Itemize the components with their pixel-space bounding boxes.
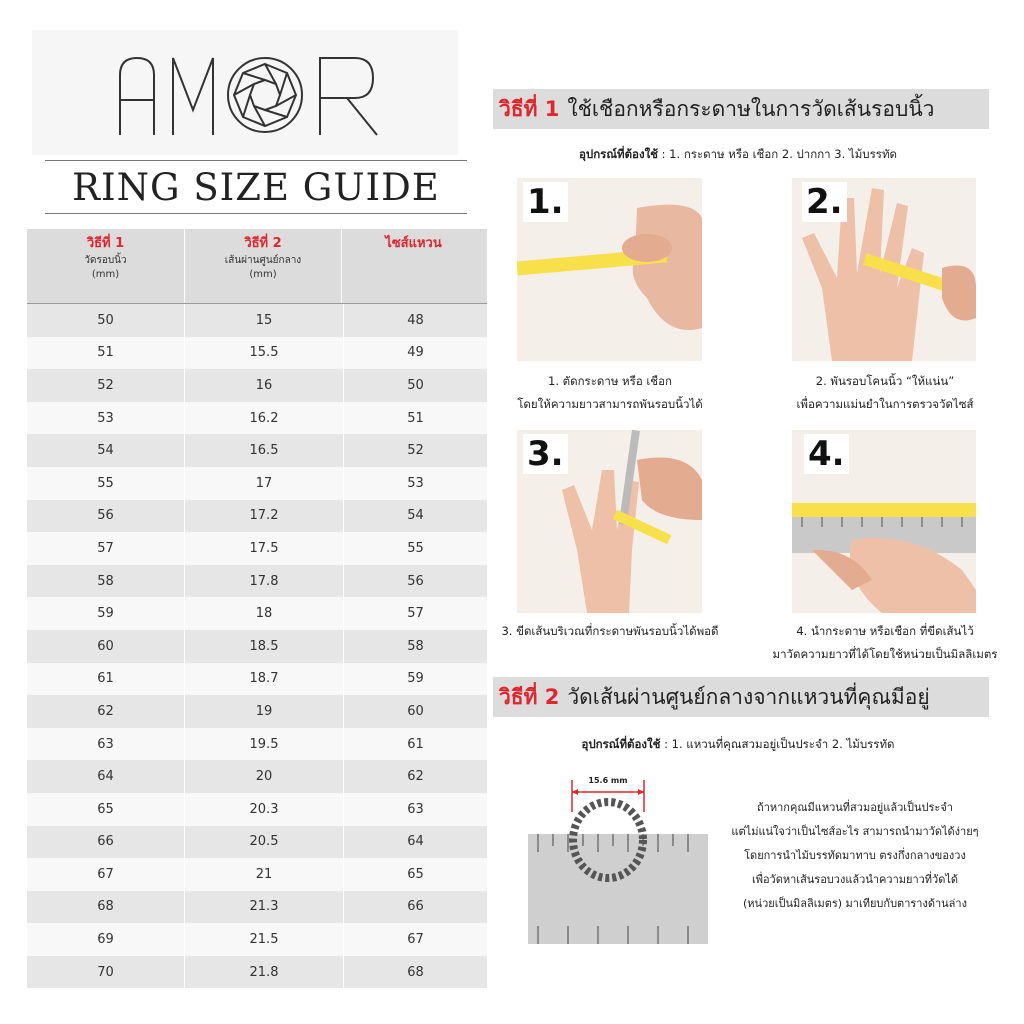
ring-ruler-photo bbox=[508, 762, 708, 958]
cell-ring-size: 60 bbox=[407, 703, 424, 719]
table-row bbox=[27, 532, 487, 565]
guide-title: RING SIZE GUIDE bbox=[72, 166, 440, 209]
ring-size-table bbox=[27, 229, 487, 988]
cell-ring-size: 66 bbox=[407, 899, 424, 915]
cell-ring-size: 50 bbox=[407, 377, 424, 393]
cell-ring-size: 53 bbox=[407, 475, 424, 491]
divider bbox=[45, 213, 467, 214]
cell-ring-size: 64 bbox=[407, 834, 424, 850]
cell-ring-size: 52 bbox=[407, 443, 424, 459]
method1-label: วิธีที่ 1 bbox=[499, 96, 560, 121]
header-method2: วิธีที่ 2 เส้นผ่านศูนย์กลาง (mm) bbox=[184, 229, 342, 303]
table-row bbox=[27, 923, 487, 956]
cell-diameter: 20.3 bbox=[184, 793, 344, 826]
cell-circumference: 50 bbox=[97, 312, 114, 328]
divider bbox=[45, 160, 467, 161]
table-row bbox=[27, 500, 487, 533]
table-row bbox=[27, 695, 487, 728]
cell-diameter: 21.8 bbox=[184, 956, 344, 989]
method2-title: วัดเส้นผ่านศูนย์กลางจากแหวนที่คุณมีอยู่ bbox=[567, 684, 930, 709]
method1-heading bbox=[493, 89, 989, 129]
header-ring-size: ไซส์แหวน bbox=[385, 236, 442, 251]
method2-heading bbox=[493, 677, 989, 717]
cell-ring-size: 65 bbox=[407, 866, 424, 882]
table-row bbox=[27, 826, 487, 859]
cell-ring-size: 68 bbox=[407, 964, 424, 980]
cell-diameter: 16.5 bbox=[184, 434, 344, 467]
cell-circumference: 65 bbox=[97, 801, 114, 817]
cell-diameter: 17.5 bbox=[184, 532, 344, 565]
cell-circumference: 55 bbox=[97, 475, 114, 491]
cell-circumference: 70 bbox=[97, 964, 114, 980]
step4-caption: 4. นำกระดาษ หรือเชือก ที่ขีดเส้นไว้ มาวัดความยาวที่ได้โดยใช้หน่วยเป็นมิลลิเมตร bbox=[772, 624, 998, 661]
method2-label: วิธีที่ 2 bbox=[499, 684, 560, 709]
table-row bbox=[27, 402, 487, 435]
step2-caption: 2. พันรอบโคนนิ้ว “ให้แน่น” เพื่อความแม่นยำในการตรวจวัดไซส์ bbox=[796, 374, 974, 411]
cell-circumference: 63 bbox=[97, 736, 114, 752]
cell-circumference: 53 bbox=[97, 410, 114, 426]
step1-photo bbox=[517, 178, 702, 361]
cell-ring-size: 62 bbox=[407, 769, 424, 785]
step4-number: 4. bbox=[804, 434, 849, 474]
table-row bbox=[27, 369, 487, 402]
cell-diameter: 17.2 bbox=[184, 500, 344, 533]
table-row bbox=[27, 760, 487, 793]
cell-diameter: 20.5 bbox=[184, 826, 344, 859]
table-row bbox=[27, 728, 487, 761]
cell-diameter: 17.8 bbox=[184, 565, 344, 598]
header-method1: วิธีที่ 1 วัดรอบนิ้ว (mm) bbox=[84, 236, 127, 280]
amor-logo bbox=[115, 50, 385, 140]
table-body bbox=[27, 304, 487, 988]
table-row bbox=[27, 467, 487, 500]
logo-letter-r bbox=[320, 58, 377, 135]
cell-circumference: 68 bbox=[97, 899, 114, 915]
step1-caption: 1. ตัดกระดาษ หรือ เชือก โดยให้ความยาวสามารถพันรอบนิ้วได้ bbox=[517, 374, 703, 411]
cell-diameter: 19.5 bbox=[184, 728, 344, 761]
cell-circumference: 66 bbox=[97, 834, 114, 850]
cell-diameter: 19 bbox=[184, 695, 344, 728]
cell-ring-size: 59 bbox=[407, 671, 424, 687]
cell-diameter: 15.5 bbox=[184, 337, 344, 370]
step4-photo bbox=[792, 430, 976, 613]
method2-tools: อุปกรณ์ที่ต้องใช้ : 1. แหวนที่คุณสวมอยู่เป็นประจำ 2. ไม้บรรทัด bbox=[581, 737, 895, 751]
cell-diameter: 20 bbox=[184, 760, 344, 793]
cell-diameter: 21 bbox=[184, 858, 344, 891]
cell-ring-size: 61 bbox=[407, 736, 424, 752]
cell-circumference: 59 bbox=[97, 606, 114, 622]
step3-caption: 3. ขีดเส้นบริเวณที่กระดาษพันรอบนิ้วได้พอดี bbox=[501, 624, 719, 638]
cell-diameter: 18.7 bbox=[184, 663, 344, 696]
table-row bbox=[27, 304, 487, 337]
cell-circumference: 62 bbox=[97, 703, 114, 719]
cell-circumference: 69 bbox=[97, 932, 114, 948]
cell-ring-size: 63 bbox=[407, 801, 424, 817]
cell-ring-size: 54 bbox=[407, 508, 424, 524]
cell-circumference: 57 bbox=[97, 540, 114, 556]
step3-number: 3. bbox=[523, 434, 568, 474]
method2-description: ถ้าหากคุณมีแหวนที่สวมอยู่แล้วเป็นประจำ แต่ไม่แน่ใจว่าเป็นไซส์อะไร สามารถนำมาวัดได้ง่ายๆ โดยการนำไม้บรรทัดมาทาบ ตรงกึ่งกลางของวง เพื่อวัดหาเส้นรอบวงแล้วนำความยาวที่วัดได้ (หน่วยเป็นมิลลิเมตร) มาเทียบกับตารางด้านล่าง bbox=[731, 801, 979, 910]
table-row bbox=[27, 597, 487, 630]
cell-ring-size: 48 bbox=[407, 312, 424, 328]
table-row bbox=[27, 434, 487, 467]
logo-letter-a bbox=[120, 58, 154, 135]
cell-ring-size: 49 bbox=[407, 345, 424, 361]
table-row bbox=[27, 565, 487, 598]
step2-number: 2. bbox=[802, 182, 847, 222]
cell-circumference: 58 bbox=[97, 573, 114, 589]
cell-ring-size: 56 bbox=[407, 573, 424, 589]
logo-gem-icon bbox=[228, 58, 302, 132]
cell-diameter: 21.3 bbox=[184, 891, 344, 924]
cell-circumference: 54 bbox=[97, 443, 114, 459]
cell-diameter: 18 bbox=[184, 597, 344, 630]
table-header bbox=[27, 229, 487, 304]
cell-circumference: 60 bbox=[97, 638, 114, 654]
cell-diameter: 21.5 bbox=[184, 923, 344, 956]
measure-label: 15.6 mm bbox=[588, 776, 628, 785]
cell-circumference: 61 bbox=[97, 671, 114, 687]
step2-photo bbox=[792, 178, 976, 361]
step1-number: 1. bbox=[523, 182, 568, 222]
cell-diameter: 18.5 bbox=[184, 630, 344, 663]
method1-tools: อุปกรณ์ที่ต้องใช้ : 1. กระดาษ หรือ เชือก 2. ปากกา 3. ไม้บรรทัด bbox=[578, 147, 897, 161]
cell-ring-size: 55 bbox=[407, 540, 424, 556]
cell-diameter: 17 bbox=[184, 467, 344, 500]
table-row bbox=[27, 858, 487, 891]
method1-title: ใช้เชือกหรือกระดาษในการวัดเส้นรอบนิ้ว bbox=[567, 96, 935, 121]
cell-ring-size: 51 bbox=[407, 410, 424, 426]
table-row bbox=[27, 891, 487, 924]
cell-circumference: 51 bbox=[97, 345, 114, 361]
step3-photo bbox=[517, 430, 702, 613]
cell-diameter: 16 bbox=[184, 369, 344, 402]
table-row bbox=[27, 956, 487, 989]
table-row bbox=[27, 337, 487, 370]
cell-ring-size: 57 bbox=[407, 606, 424, 622]
cell-diameter: 16.2 bbox=[184, 402, 344, 435]
cell-circumference: 52 bbox=[97, 377, 114, 393]
table-row bbox=[27, 630, 487, 663]
table-row bbox=[27, 663, 487, 696]
cell-circumference: 67 bbox=[97, 866, 114, 882]
cell-diameter: 15 bbox=[184, 304, 344, 337]
cell-circumference: 56 bbox=[97, 508, 114, 524]
cell-circumference: 64 bbox=[97, 769, 114, 785]
cell-ring-size: 58 bbox=[407, 638, 424, 654]
cell-ring-size: 67 bbox=[407, 932, 424, 948]
table-row bbox=[27, 793, 487, 826]
logo-letter-m bbox=[173, 58, 213, 135]
